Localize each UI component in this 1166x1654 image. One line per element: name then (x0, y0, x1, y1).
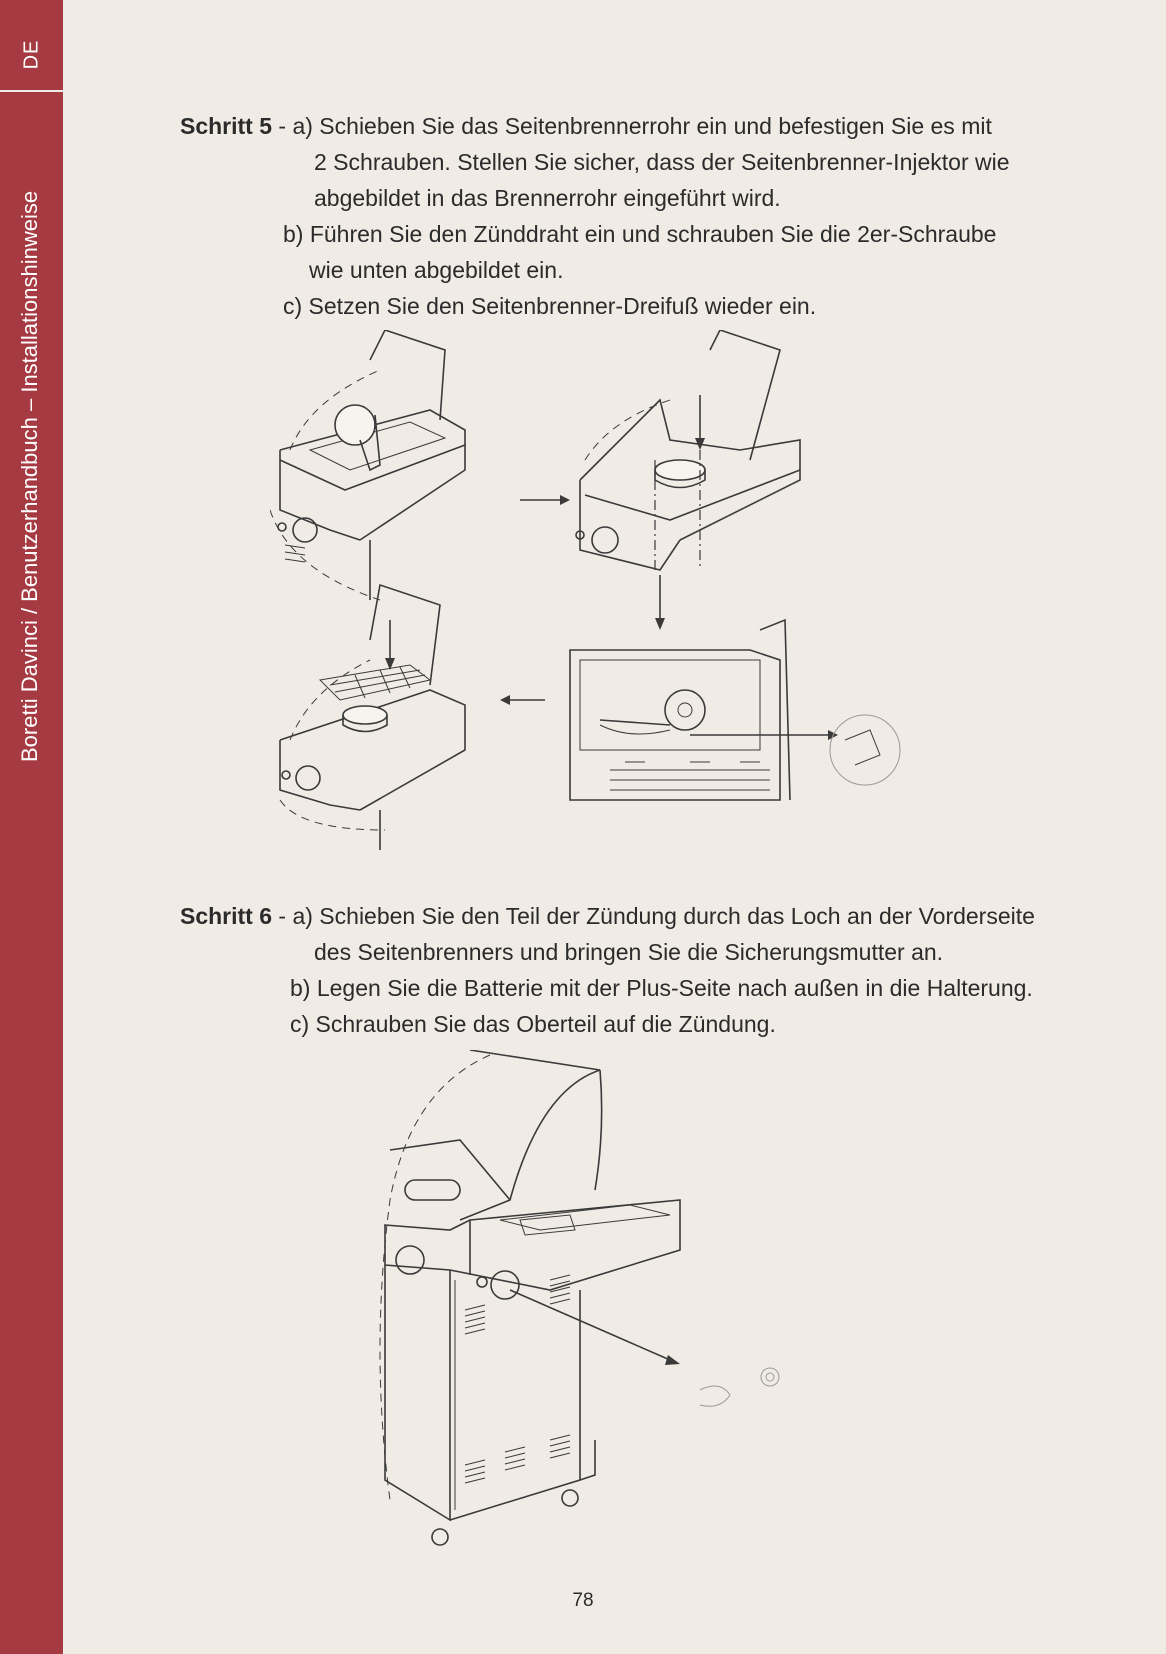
figure-side-burner-screws (576, 330, 800, 630)
sidebar (0, 0, 63, 1654)
step6-label: Schritt 6 (180, 903, 273, 929)
figure-side-burner-injector (270, 330, 465, 600)
step6-line-c: c) Schrauben Sie das Oberteil auf die Zündung. (290, 1011, 776, 1037)
step5-line-b: b) Führen Sie den Zünddraht ein und schrauben Sie die 2er-Schraube (283, 221, 997, 247)
sidebar-title: Boretti Davinci / Benutzerhandbuch – Installationshinweise (17, 190, 42, 762)
language-tab (0, 30, 63, 78)
step5-line-a3: abgebildet in das Brennerrohr eingeführt wird. (314, 185, 781, 211)
step5-illustration (270, 330, 960, 875)
page-number: 78 (572, 1590, 594, 1611)
step6-line-a2: des Seitenbrenners und bringen Sie die Sicherungsmutter an. (314, 939, 944, 965)
sidebar-divider (0, 90, 63, 92)
step5-heading-line (180, 108, 992, 144)
step6-line-a: - a) Schieben Sie den Teil der Zündung durch das Loch an der Vorderseite (278, 903, 1035, 929)
step6-heading-line (180, 898, 1035, 934)
step5-label: Schritt 5 (180, 113, 273, 139)
language-label: DE (19, 39, 42, 69)
step6-illustration (370, 1050, 840, 1560)
step6-line-b: b) Legen Sie die Batterie mit der Plus-Seite nach außen in die Halterung. (290, 975, 1033, 1001)
figure-grill-ignition (380, 1050, 779, 1545)
step5-line-c: c) Setzen Sie den Seitenbrenner-Dreifuß wieder ein. (283, 293, 817, 319)
step5-line-a2: 2 Schrauben. Stellen Sie sicher, dass der Seitenbrenner-Injektor wie (314, 149, 1010, 175)
figure-ignition-wire (570, 620, 900, 800)
step5-line-b2: wie unten abgebildet ein. (309, 257, 564, 283)
step5-line-a: - a) Schieben Sie das Seitenbrennerrohr ein und befestigen Sie es mit (278, 113, 992, 139)
figure-side-burner-grate (280, 585, 465, 850)
